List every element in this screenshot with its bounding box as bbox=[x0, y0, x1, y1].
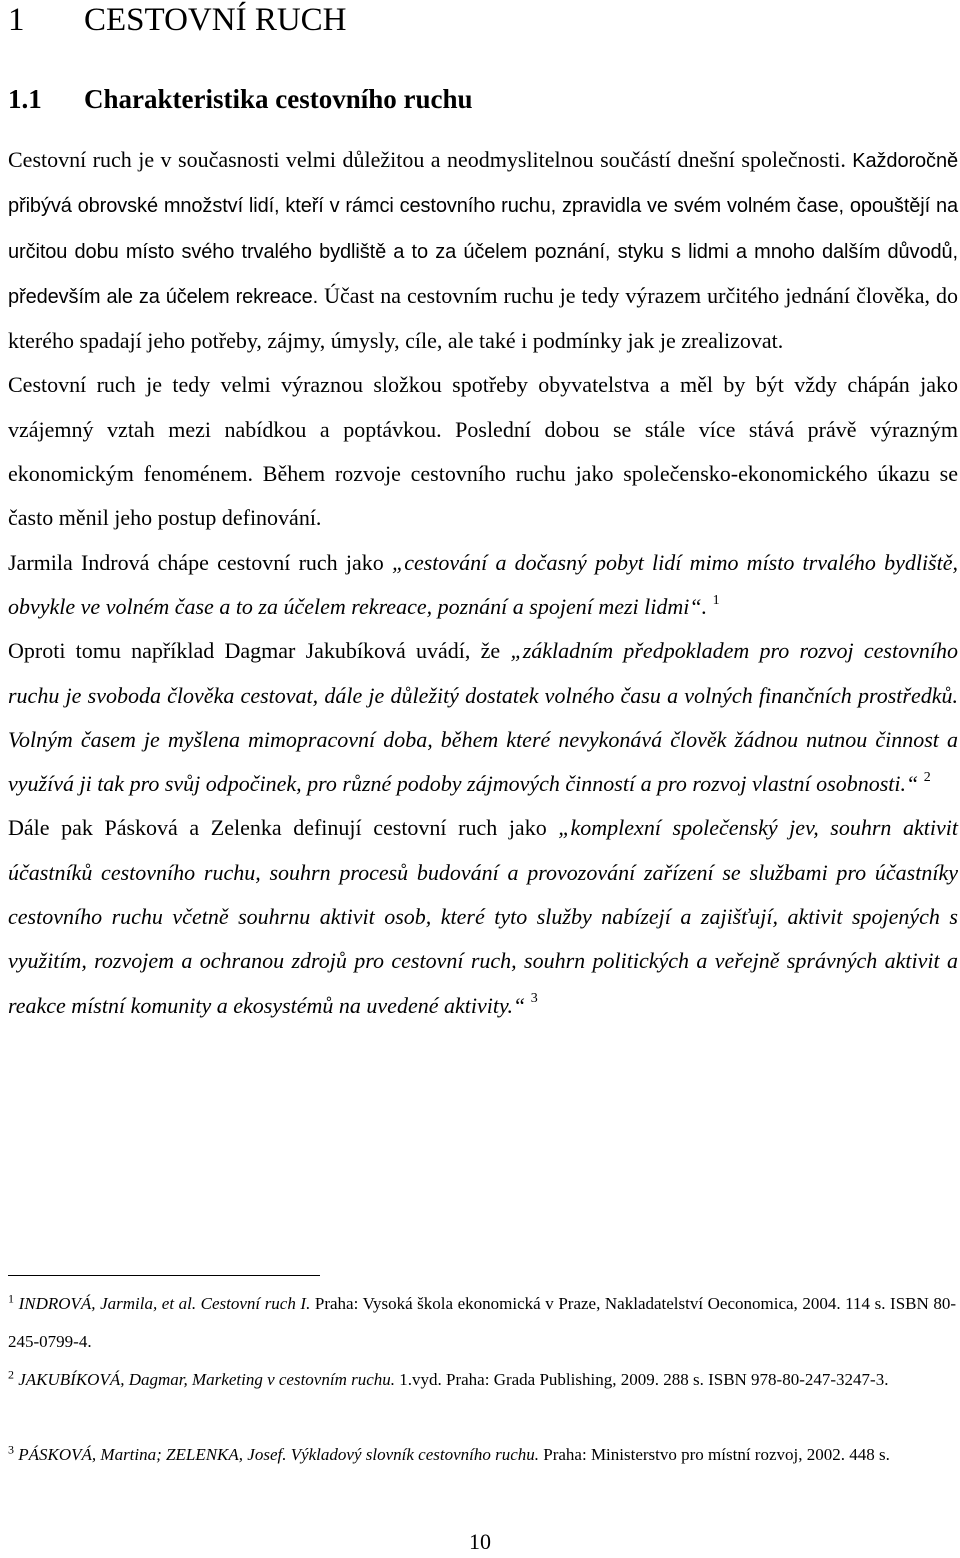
p2-sentence-3: Během rozvoje cestovního ruchu jako společensko-ekonomického úkazu se často měnil jeho postup definování. bbox=[8, 461, 959, 531]
chapter-title: CESTOVNÍ RUCH bbox=[84, 2, 347, 38]
paragraph-5 bbox=[8, 806, 958, 1027]
chapter-heading bbox=[8, 0, 347, 40]
footnote-details: Praha: Ministerstvo pro místní rozvoj, 2002. 448 s. bbox=[539, 1445, 890, 1464]
p3-intro: Jarmila Indrová chápe cestovní ruch jako bbox=[8, 549, 392, 575]
footnote-title: INDROVÁ, Jarmila, et al. Cestovní ruch I. bbox=[18, 1294, 311, 1313]
footnote-mark: 1 bbox=[8, 1291, 14, 1306]
section-title: Charakteristika cestovního ruchu bbox=[84, 84, 473, 114]
p1-sentence-2: Každoročně přibývá obrovské množství lidí, kteří v rámci cestovního ruchu, zpravidla ve svém volném čase, opouštějí na určitou dobu místo svého trvalého bydliště a to za účelem poznání, styku s lidmi a mnoho dalším důvodů, především ale za účelem rekreace. bbox=[8, 150, 958, 308]
footnote-title: JAKUBÍKOVÁ, Dagmar, Marketing v cestovním ruchu. bbox=[18, 1370, 396, 1389]
footnote-separator bbox=[8, 1275, 320, 1276]
body-text bbox=[8, 138, 958, 1028]
p5-intro: Dále pak Pásková a Zelenka definují cestovní ruch jako bbox=[8, 815, 559, 841]
footnote-ref-3[interactable]: 3 bbox=[530, 991, 538, 1007]
footnote-mark: 3 bbox=[8, 1442, 14, 1457]
paragraph-4 bbox=[8, 629, 958, 806]
p4-quote: „základním předpokladem pro rozvoj cestovního ruchu je svoboda člověka cestovat, dále je důležitý dostatek volného času a volných finančních prostředků. Volným časem je myšlena mimopracovní doba, během které nevykonává člověk žádnou nutnou činnost a využívá ji tak pro svůj odpočinek, pro různé podoby zájmových činností a pro rozvoj vlastní osobnosti.“ bbox=[8, 638, 958, 797]
footnote-details: Praha: Vysoká škola ekonomická v Praze, Nakladatelství Oeconomica, 2004. 114 s. ISBN 80-245-0799-4. bbox=[8, 1294, 956, 1351]
paragraph-3 bbox=[8, 541, 958, 630]
section-heading bbox=[8, 80, 473, 118]
footnote-details: 1.vyd. Praha: Grada Publishing, 2009. 288 s. ISBN 978-80-247-3247-3. bbox=[395, 1370, 889, 1389]
page-number: 10 bbox=[469, 1529, 491, 1554]
footnote-title: PÁSKOVÁ, Martina; ZELENKA, Josef. Výkladový slovník cestovního ruchu. bbox=[18, 1445, 540, 1464]
p1-sentence-3: Účast na cestovním ruchu je tedy výrazem určitého jednání člověka, do kterého spadají jeho potřeby, zájmy, úmysly, cíle, ale také i podmínky jak je zrealizovat. bbox=[8, 282, 958, 354]
section-number: 1.1 bbox=[8, 84, 42, 114]
footnote-2 bbox=[8, 1361, 956, 1399]
p2-sentence-2: Poslední dobou se stále více stává právě výrazným ekonomickým fenoménem. bbox=[8, 416, 958, 487]
p1-sentence-1: Cestovní ruch je v současnosti velmi důležitou a neodmyslitelnou součástí dnešní společnosti. bbox=[8, 147, 846, 172]
footnote-ref-1[interactable]: 1 bbox=[712, 592, 720, 608]
p3-quote: „cestování a dočasný pobyt lidí mimo místo trvalého bydliště, obvykle ve volném čase a to za účelem rekreace, poznání a spojení mezi lidmi“. bbox=[8, 549, 959, 619]
footnote-mark: 2 bbox=[8, 1367, 14, 1382]
p2-sentence-1: Cestovní ruch je tedy velmi výraznou složkou spotřeby obyvatelstva a měl by být vždy chápán jako vzájemný vztah mezi nabídkou a poptávkou. bbox=[8, 372, 958, 442]
footnote-ref-2[interactable]: 2 bbox=[923, 769, 931, 785]
p5-quote: „komplexní společenský jev, souhrn aktivit účastníků cestovního ruchu, souhrn procesů budování a provozování zařízení se službami pro účastníky cestovního ruchu včetně souhrnu aktivit osob, které tyto služby nabízejí a zajišťují, aktivit spojených s využitím, rozvojem a ochranou zdrojů pro cestovní ruch, souhrn politických a veřejně správných aktivit a reakce místní komunity a ekosystémů na uvedené aktivity.“ bbox=[8, 815, 958, 1018]
footnote-3 bbox=[8, 1436, 956, 1474]
paragraph-1 bbox=[8, 138, 958, 363]
chapter-number: 1 bbox=[8, 2, 25, 38]
p4-intro: Oproti tomu například Dagmar Jakubíková uvádí, že bbox=[8, 638, 511, 664]
footnote-1 bbox=[8, 1285, 956, 1361]
paragraph-2 bbox=[8, 363, 958, 540]
